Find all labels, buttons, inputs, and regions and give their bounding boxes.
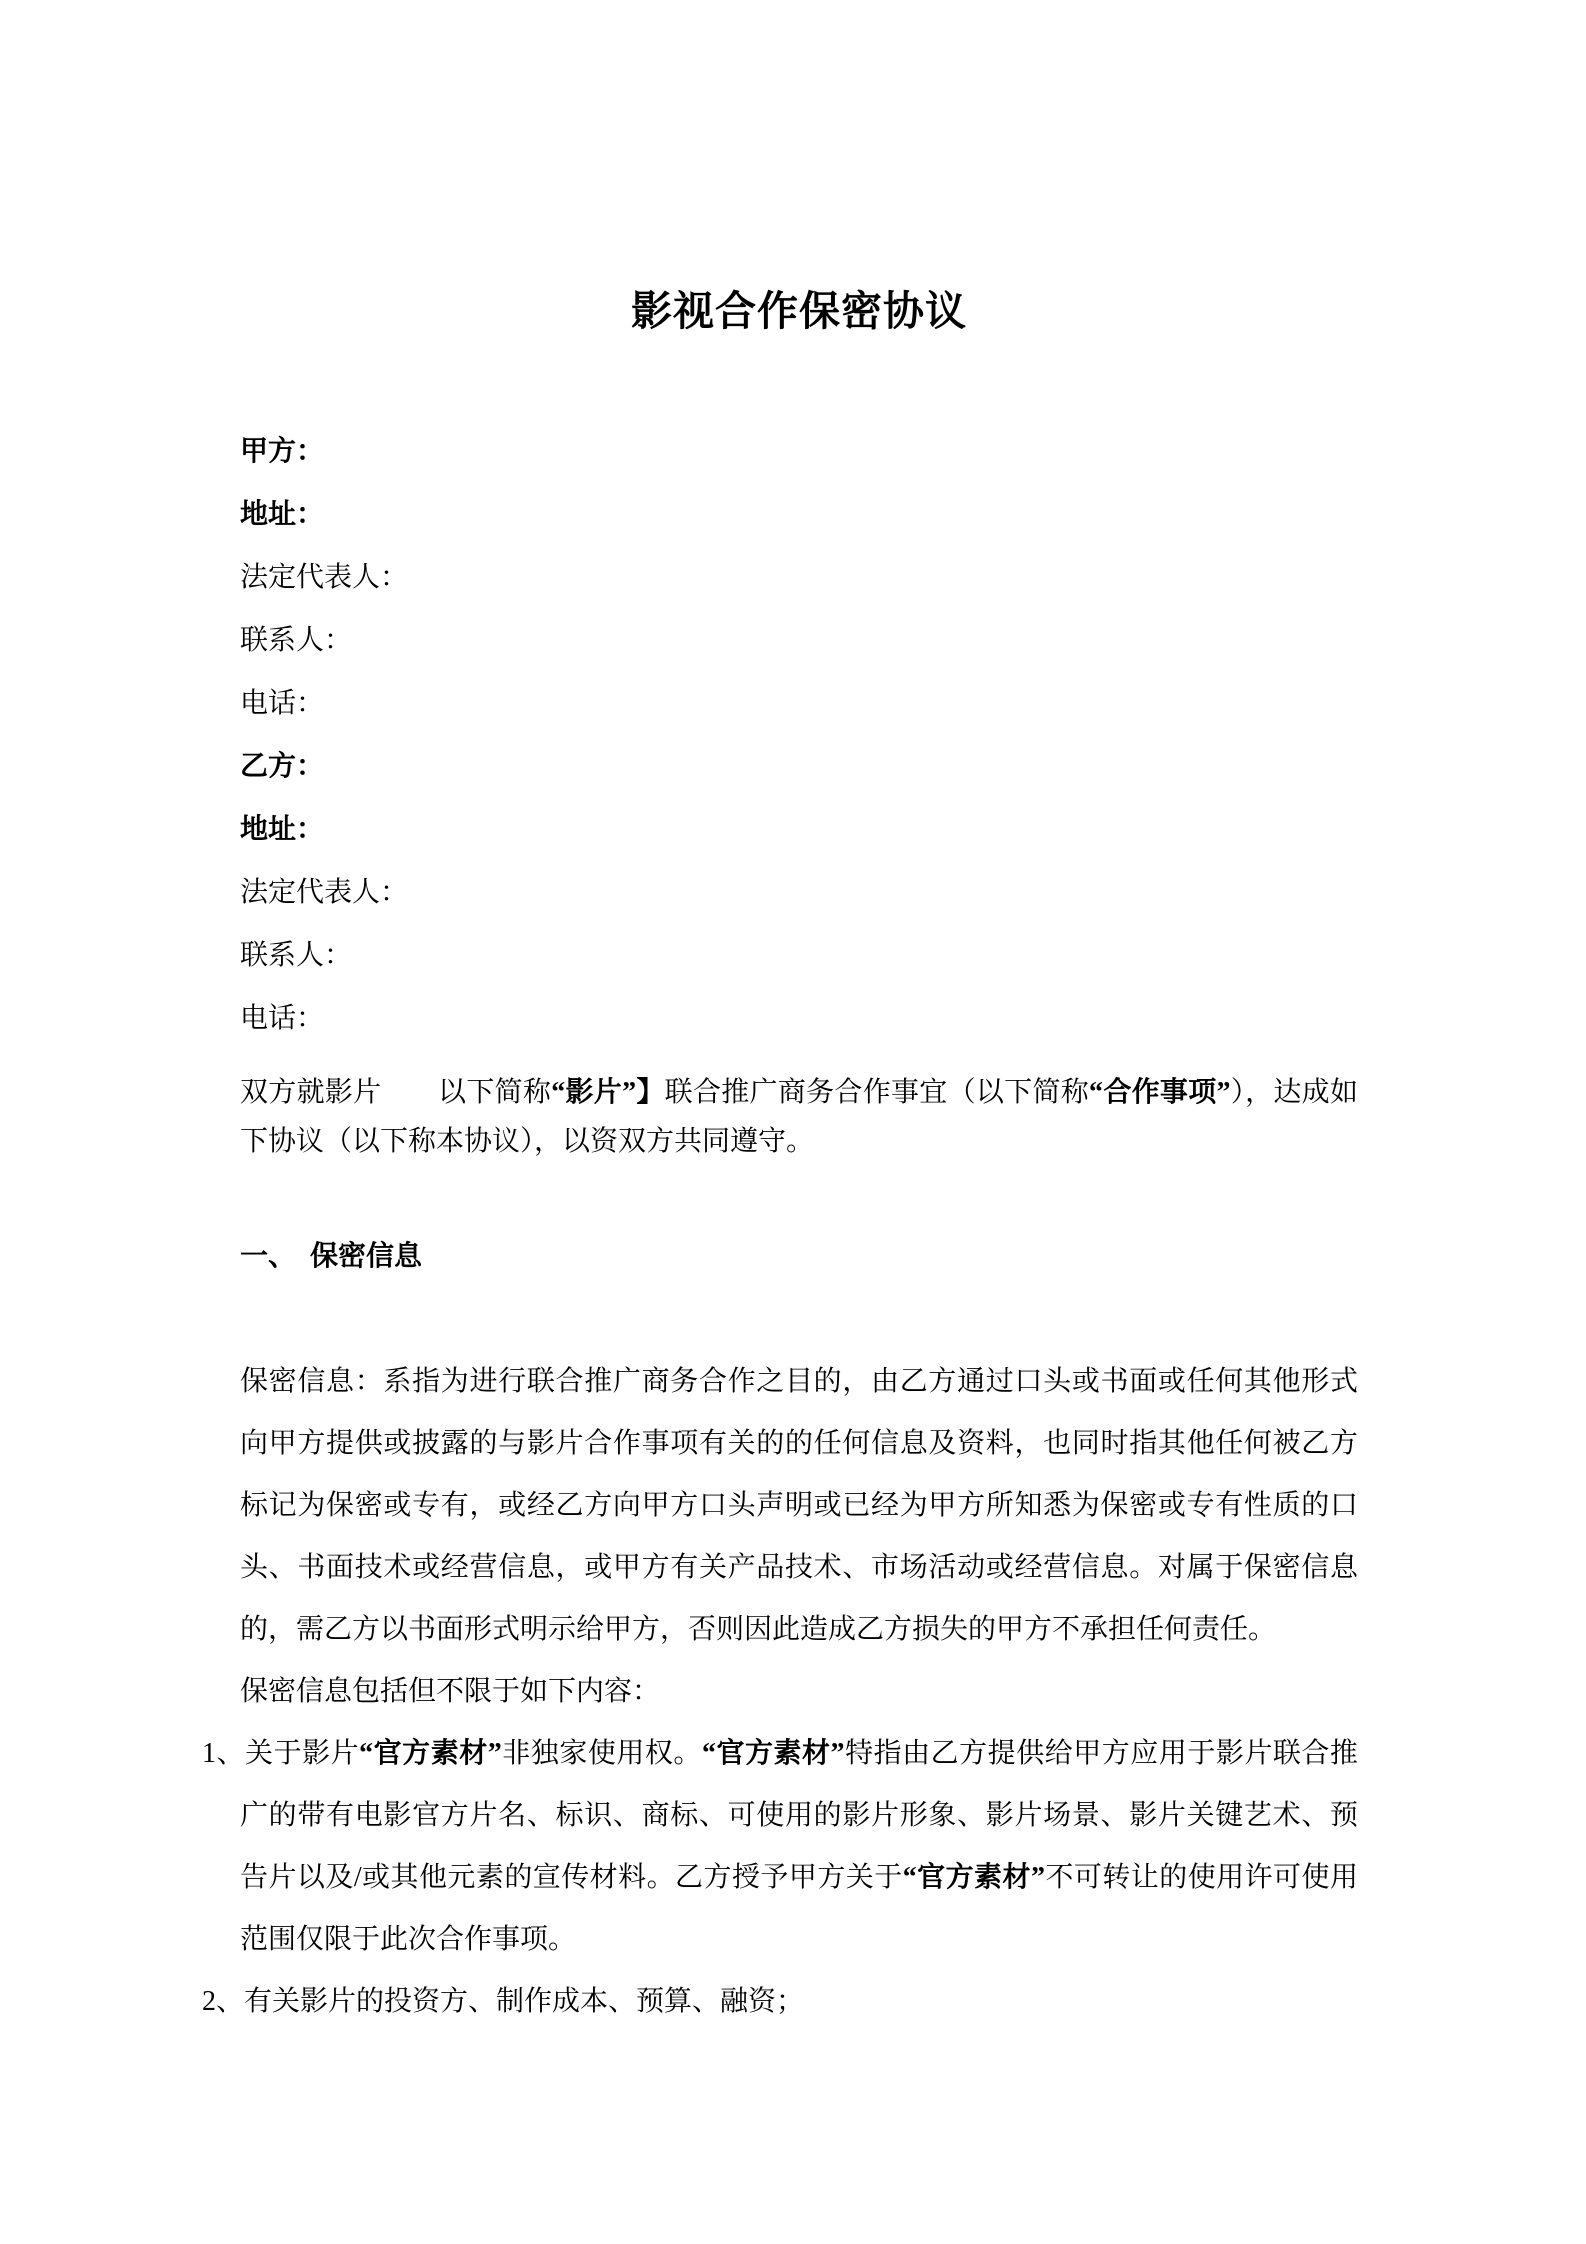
list-item-2 <box>202 1971 1358 2033</box>
party-a-address-label: 地址： <box>240 499 325 530</box>
parties-block <box>240 420 1358 1050</box>
list-item-1-segment: 非独家使用权。 <box>501 1738 702 1769</box>
party-a-contact-person-label: 联系人： <box>240 625 353 656</box>
list-item-1-segment: 不可转让的使用许可使用范围仅限于此次合作事项。 <box>240 1862 1358 1955</box>
section-1-heading-text: 保密信息 <box>310 1241 423 1272</box>
document-title: 影视合作保密协议 <box>631 288 967 334</box>
list-item-1-official-material-term: “官方素材” <box>701 1738 845 1769</box>
list-item-1-segment: 关于影片 <box>245 1738 360 1769</box>
confidential-info-definition-paragraph: 保密信息：系指为进行联合推广商务合作之目的，由乙方通过口头或书面或任何其他形式向甲方提供或披露的与影片合作事项有关的的任何信息及资料，也同时指其他任何被乙方标记为保密或专有，或经乙方向甲方口头声明或已经为甲方所知悉为保密或专有性质的口头、书面技术或经营信息，或甲方有关产品技术、市场活动或经营信息。对属于保密信息的，需乙方以书面形式明示给甲方，否则因此造成乙方损失的甲方不承担任何责任。 <box>240 1366 1358 1645</box>
party-b-address-label: 地址： <box>240 814 325 845</box>
section-1-body <box>202 1351 1358 2033</box>
list-item-1-marker: 1、 <box>202 1738 246 1769</box>
list-item-1-official-material-term: “官方素材” <box>902 1862 1045 1893</box>
list-item-1-segment: 特指由乙方提供给甲方应用于影片联合推广的带有电影官方片名、标识、商标、可使用的影片形象、影片场景、影片关键艺术、预告片以及/或其他元素的宣传材料。乙方授予甲方关于 <box>240 1738 1358 1893</box>
confidential-info-include-line: 保密信息包括但不限于如下内容： <box>240 1676 661 1707</box>
intro-segment-cooperation-term: “合作事项” <box>1089 1077 1231 1108</box>
list-item-2-segment: 有关影片的投资方、制作成本、预算、融资； <box>244 1986 805 2017</box>
intro-segment: 双方就影片 以下简称 <box>240 1077 552 1108</box>
list-item-2-marker: 2、 <box>202 1986 245 2017</box>
list-item-1-official-material-term: “官方素材” <box>359 1738 502 1769</box>
party-a-name-label: 甲方： <box>240 436 325 467</box>
party-b-contact-person-label: 联系人： <box>240 940 353 971</box>
intro-segment-film-term: “影片”】 <box>551 1077 665 1108</box>
party-b-name-label: 乙方： <box>240 751 325 782</box>
party-b-phone-label: 电话： <box>240 1003 325 1034</box>
document-content <box>0 288 1586 2033</box>
intro-segment: ），达成如下协议（以下称本协议），以资双方共同遵守。 <box>240 1077 1358 1157</box>
party-a-legal-representative-label: 法定代表人： <box>240 562 409 593</box>
list-item-1 <box>202 1723 1358 1971</box>
party-b-legal-representative-label: 法定代表人： <box>240 877 409 908</box>
intro-segment: 联合推广商务合作事宜（以下简称 <box>664 1077 1090 1108</box>
party-a-phone-label: 电话： <box>240 688 325 719</box>
intro-paragraph <box>240 1068 1358 1166</box>
section-1-heading <box>240 1240 1358 1274</box>
section-1-number: 一、 <box>240 1241 297 1272</box>
